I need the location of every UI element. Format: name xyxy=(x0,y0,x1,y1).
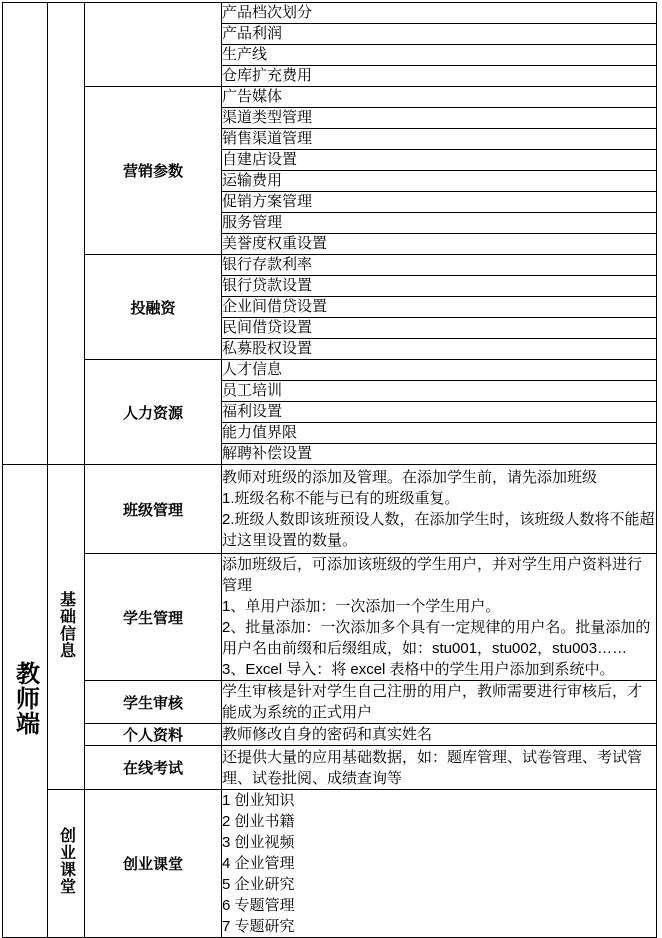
feature-item: 销售渠道管理 xyxy=(222,129,657,150)
category-class-management: 班级管理 xyxy=(85,465,222,554)
feature-item: 美誉度权重设置 xyxy=(222,234,657,255)
description-cell xyxy=(222,790,657,938)
category-marketing-params: 营销参数 xyxy=(85,87,222,255)
category-financing: 投融资 xyxy=(85,255,222,360)
category-student-management: 学生管理 xyxy=(85,554,222,681)
upper-group-cell xyxy=(48,3,85,465)
category-online-exam: 在线考试 xyxy=(85,746,222,790)
feature-item: 解聘补偿设置 xyxy=(222,444,657,465)
description-line: 2 创业书籍 xyxy=(222,813,295,830)
feature-item: 民间借贷设置 xyxy=(222,318,657,339)
basic-info-label: 基础信息 xyxy=(57,590,75,659)
module-structure-table xyxy=(2,2,657,938)
description-line: 6 专题管理 xyxy=(222,897,295,914)
feature-item: 生产线 xyxy=(222,45,657,66)
feature-item: 运输费用 xyxy=(222,171,657,192)
description-line: 教师对班级的添加及管理。在添加学生前，请先添加班级 xyxy=(222,469,598,486)
description-line: 添加班级后，可添加该班级的学生用户，并对学生用户资料进行管理 xyxy=(222,556,643,594)
description-line: 2、批量添加：一次添加多个具有一定规律的用户名。批量添加的用户名由前缀和后缀组成，如：stu001，stu002，stu003…… xyxy=(222,619,651,657)
description-cell xyxy=(222,465,657,554)
feature-item: 人才信息 xyxy=(222,360,657,381)
description-line: 3 创业视频 xyxy=(222,834,295,851)
feature-item: 产品利润 xyxy=(222,24,657,45)
description-line: 学生审核是针对学生自己注册的用户，教师需要进行审核后，才能成为系统的正式用户 xyxy=(222,683,643,721)
description-cell xyxy=(222,724,657,746)
feature-item: 员工培训 xyxy=(222,381,657,402)
feature-item: 渠道类型管理 xyxy=(222,108,657,129)
feature-item: 企业间借贷设置 xyxy=(222,297,657,318)
description-line: 1、单用户添加：一次添加一个学生用户。 xyxy=(222,598,501,615)
description-line: 7 专题研究 xyxy=(222,918,295,935)
category-unlabeled xyxy=(85,3,222,87)
group-startup-classroom xyxy=(48,790,85,938)
category-personal-profile: 个人资料 xyxy=(85,724,222,746)
description-line: 2.班级人数即该班预设人数，在添加学生时，该班级人数将不能超过这里设置的数量。 xyxy=(222,511,655,549)
feature-item: 服务管理 xyxy=(222,213,657,234)
feature-item: 仓库扩充费用 xyxy=(222,66,657,87)
feature-item: 产品档次划分 xyxy=(222,3,657,24)
category-human-resources: 人力资源 xyxy=(85,360,222,465)
feature-item: 广告媒体 xyxy=(222,87,657,108)
description-cell xyxy=(222,746,657,790)
description-line: 4 企业管理 xyxy=(222,855,295,872)
category-startup-classroom: 创业课堂 xyxy=(85,790,222,938)
upper-spine-cell xyxy=(3,3,48,465)
teacher-side-label: 教师端 xyxy=(11,661,39,736)
feature-item: 自建店设置 xyxy=(222,150,657,171)
description-line: 5 企业研究 xyxy=(222,876,295,893)
description-cell xyxy=(222,554,657,681)
feature-item: 促销方案管理 xyxy=(222,192,657,213)
description-line: 1 创业知识 xyxy=(222,792,295,809)
group-basic-info xyxy=(48,465,85,790)
startup-classroom-group-label: 创业课堂 xyxy=(57,827,75,895)
feature-item: 福利设置 xyxy=(222,402,657,423)
spine-teacher-side xyxy=(3,465,48,938)
feature-item: 银行存款利率 xyxy=(222,255,657,276)
description-line: 还提供大量的应用基础数据，如：题库管理、试卷管理、考试管理、试卷批阅、成绩查询等 xyxy=(222,748,643,787)
description-cell xyxy=(222,681,657,724)
feature-item: 银行贷款设置 xyxy=(222,276,657,297)
description-line: 1.班级名称不能与已有的班级重复。 xyxy=(222,490,460,507)
description-line: 3、Excel 导入：将 excel 表格中的学生用户添加到系统中。 xyxy=(222,661,615,678)
feature-item: 私募股权设置 xyxy=(222,339,657,360)
feature-item: 能力值界限 xyxy=(222,423,657,444)
category-student-review: 学生审核 xyxy=(85,681,222,724)
description-line: 教师修改自身的密码和真实姓名 xyxy=(222,726,433,743)
